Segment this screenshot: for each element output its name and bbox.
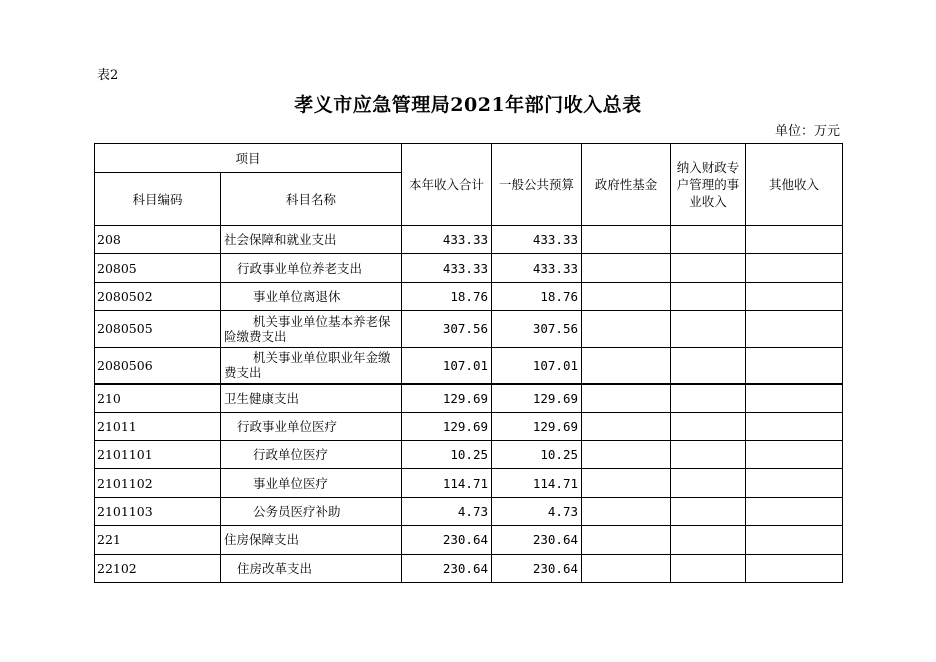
- table-row: [95, 282, 843, 310]
- total-cell: 114.71: [402, 469, 492, 497]
- fiscal-special-cell: [671, 311, 746, 348]
- gov-fund-cell: [582, 311, 671, 348]
- subject-name: 行政单位医疗: [221, 440, 402, 468]
- total-cell: 129.69: [402, 384, 492, 412]
- unit-label: 单位：万元: [774, 124, 840, 139]
- fiscal-special-cell: [671, 254, 746, 282]
- general-budget-cell: 4.73: [492, 497, 582, 525]
- fiscal-special-cell: [671, 384, 746, 412]
- other-income-cell: [746, 440, 843, 468]
- other-income-cell: [746, 311, 843, 348]
- fiscal-special-cell: [671, 282, 746, 310]
- total-cell: 107.01: [402, 347, 492, 384]
- table-row: [95, 311, 843, 348]
- other-income-cell: [746, 412, 843, 440]
- general-budget-cell: 129.69: [492, 384, 582, 412]
- table-row: [95, 469, 843, 497]
- general-budget-cell: 114.71: [492, 469, 582, 497]
- total-cell: 10.25: [402, 440, 492, 468]
- other-income-cell: [746, 497, 843, 525]
- general-budget-cell: 10.25: [492, 440, 582, 468]
- subject-code: 22102: [95, 554, 221, 582]
- subject-code: 210: [95, 384, 221, 412]
- fiscal-special-cell: [671, 347, 746, 384]
- general-budget-cell: 107.01: [492, 347, 582, 384]
- total-cell: 307.56: [402, 311, 492, 348]
- other-income-cell: [746, 254, 843, 282]
- subject-code: 21011: [95, 412, 221, 440]
- subject-name: 公务员医疗补助: [221, 497, 402, 525]
- general-budget-cell: 230.64: [492, 554, 582, 582]
- general-budget-cell: 230.64: [492, 526, 582, 554]
- general-budget-cell: 307.56: [492, 311, 582, 348]
- table-row: [95, 384, 843, 412]
- header-fiscal-special: 纳入财政专户管理的事业收入: [671, 144, 746, 226]
- general-budget-cell: 433.33: [492, 254, 582, 282]
- general-budget-cell: 129.69: [492, 412, 582, 440]
- header-subject-name: 科目名称: [221, 173, 402, 226]
- gov-fund-cell: [582, 497, 671, 525]
- subject-name: 社会保障和就业支出: [221, 226, 402, 254]
- subject-name: 行政事业单位医疗: [221, 412, 402, 440]
- income-summary-table: [94, 143, 843, 583]
- subject-name: 机关事业单位基本养老保险缴费支出: [221, 311, 402, 348]
- table-row: [95, 254, 843, 282]
- fiscal-special-cell: [671, 497, 746, 525]
- subject-name: 行政事业单位养老支出: [221, 254, 402, 282]
- fiscal-special-cell: [671, 554, 746, 582]
- subject-code: 2101103: [95, 497, 221, 525]
- subject-name: 机关事业单位职业年金缴费支出: [221, 347, 402, 384]
- table-row: [95, 497, 843, 525]
- gov-fund-cell: [582, 554, 671, 582]
- gov-fund-cell: [582, 440, 671, 468]
- fiscal-special-cell: [671, 526, 746, 554]
- header-other-income: 其他收入: [746, 144, 843, 226]
- gov-fund-cell: [582, 254, 671, 282]
- subject-name: 住房保障支出: [221, 526, 402, 554]
- subject-name: 事业单位离退休: [221, 282, 402, 310]
- total-cell: 18.76: [402, 282, 492, 310]
- total-cell: 433.33: [402, 226, 492, 254]
- fiscal-special-cell: [671, 469, 746, 497]
- subject-code: 2080505: [95, 311, 221, 348]
- table-number-label: 表2: [97, 68, 119, 83]
- subject-code: 20805: [95, 254, 221, 282]
- subject-code: 221: [95, 526, 221, 554]
- table-row: [95, 412, 843, 440]
- header-project: 项目: [95, 144, 402, 173]
- page-title: 孝义市应急管理局2021年部门收入总表: [294, 94, 642, 116]
- gov-fund-cell: [582, 469, 671, 497]
- other-income-cell: [746, 282, 843, 310]
- total-cell: 230.64: [402, 554, 492, 582]
- other-income-cell: [746, 347, 843, 384]
- subject-code: 2101102: [95, 469, 221, 497]
- other-income-cell: [746, 554, 843, 582]
- total-cell: 230.64: [402, 526, 492, 554]
- subject-code: 208: [95, 226, 221, 254]
- gov-fund-cell: [582, 526, 671, 554]
- general-budget-cell: 433.33: [492, 226, 582, 254]
- total-cell: 433.33: [402, 254, 492, 282]
- table-row: [95, 226, 843, 254]
- gov-fund-cell: [582, 347, 671, 384]
- gov-fund-cell: [582, 412, 671, 440]
- header-total: 本年收入合计: [402, 144, 492, 226]
- header-general-budget: 一般公共预算: [492, 144, 582, 226]
- total-cell: 129.69: [402, 412, 492, 440]
- subject-name: 住房改革支出: [221, 554, 402, 582]
- other-income-cell: [746, 384, 843, 412]
- table-row: [95, 526, 843, 554]
- table-row: [95, 347, 843, 384]
- other-income-cell: [746, 226, 843, 254]
- other-income-cell: [746, 469, 843, 497]
- other-income-cell: [746, 526, 843, 554]
- gov-fund-cell: [582, 384, 671, 412]
- subject-code: 2080502: [95, 282, 221, 310]
- subject-name: 事业单位医疗: [221, 469, 402, 497]
- table-row: [95, 440, 843, 468]
- subject-name: 卫生健康支出: [221, 384, 402, 412]
- header-gov-fund: 政府性基金: [582, 144, 671, 226]
- gov-fund-cell: [582, 282, 671, 310]
- fiscal-special-cell: [671, 226, 746, 254]
- subject-code: 2080506: [95, 347, 221, 384]
- header-subject-code: 科目编码: [95, 173, 221, 226]
- total-cell: 4.73: [402, 497, 492, 525]
- gov-fund-cell: [582, 226, 671, 254]
- general-budget-cell: 18.76: [492, 282, 582, 310]
- fiscal-special-cell: [671, 440, 746, 468]
- fiscal-special-cell: [671, 412, 746, 440]
- table-row: [95, 554, 843, 582]
- subject-code: 2101101: [95, 440, 221, 468]
